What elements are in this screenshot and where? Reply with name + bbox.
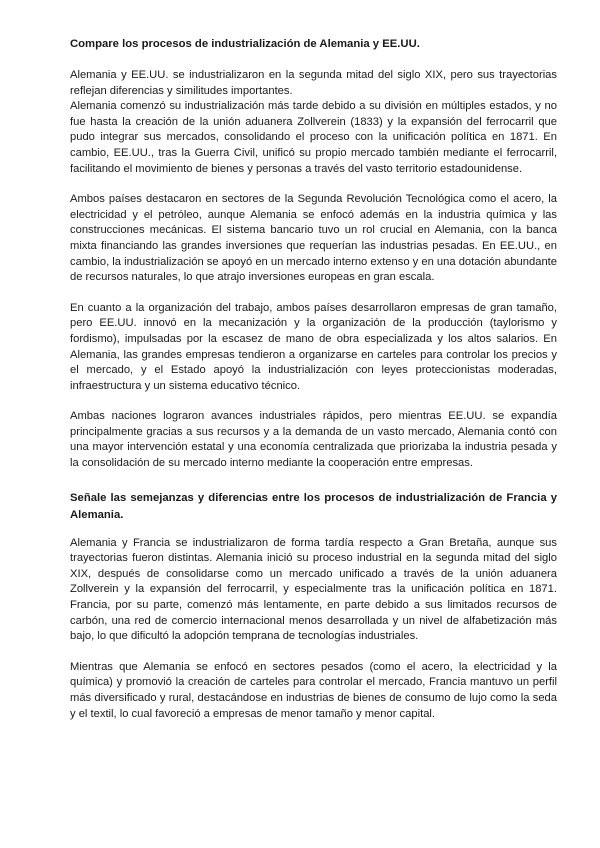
section1-paragraph-intro: Alemania y EE.UU. se industrializaron en la segunda mitad del siglo XIX, pero sus trayectorias reflejan diferencias y similitudes importantes.	[70, 69, 557, 97]
section1-paragraph-unification: Alemania comenzó su industrialización más tarde debido a su división en múltiples estados, y no fue hasta la creación de la unión aduanera Zollverein (1833) y la expansión del ferrocarril que pudo integrar sus mercados, consolidando el proceso con la unificación política en 1871. En cambio, EE.UU., tras la Guerra Civil, unificó su propio mercado también mediante el ferrocarril, facilitando el movimiento de bienes y personas a través del vasto territorio estadounidense.	[70, 100, 557, 175]
section2-paragraph-sectors: Mientras que Alemania se enfocó en sectores pesados (como el acero, la electricidad y la química) y promovió la creación de carteles para controlar el mercado, Francia mantuvo un perfil más diversificado y rural, destacándose en industrias de bienes de consumo de lujo como la seda y el textil, lo cual favoreció a empresas de menor tamaño y menor capital.	[70, 660, 557, 720]
document-page	[70, 36, 557, 722]
section1-paragraph-sectors: Ambos países destacaron en sectores de la Segunda Revolución Tecnológica como el acero, la electricidad y el petróleo, aunque Alemania se enfocó además en la industria química y las construcciones mecánicas. El sistema bancario tuvo un rol crucial en Alemania, con la banca mixta financiando las grandes inversiones que requerían las industrias pesadas. En EE.UU., en cambio, la industrialización se apoyó en un mercado interno extenso y en una dotación abundante de recursos naturales, lo que atrajo inversiones europeas en gran escala.	[70, 193, 557, 284]
section1-paragraph-labor: En cuanto a la organización del trabajo, ambos países desarrollaron empresas de gran tamaño, pero EE.UU. innovó en la mecanización y la organización de la producción (taylorismo y fordismo), impulsadas por la escasez de mano de obra especializada y los altos salarios. En Alemania, las grandes empresas tendieron a organizarse en carteles para controlar los precios y el mercado, y el Estado apoyó la industrialización con leyes proteccionistas moderadas, infraestructura y un sistema educativo técnico.	[70, 301, 557, 392]
section1-paragraph-conclusion: Ambas naciones lograron avances industriales rápidos, pero mientras EE.UU. se expandía principalmente gracias a sus recursos y a la demanda de un vasto mercado, Alemania contó con una mayor intervención estatal y una economía centralizada que priorizaba la industria pesada y la consolidación de su mercado interno mediante la cooperación entre empresas.	[70, 410, 557, 470]
section2-title: Señale las semejanzas y diferencias entre los procesos de industrialización de Francia y Alemania.	[70, 491, 557, 521]
section1-title: Compare los procesos de industrialización de Alemania y EE.UU.	[70, 38, 420, 50]
section2-paragraph-timing: Alemania y Francia se industrializaron de forma tardía respecto a Gran Bretaña, aunque sus trayectorias fueron distintas. Alemania inició su proceso industrial en la segunda mitad del siglo XIX, después de consolidarse como un mercado unificado a través de la unión aduanera Zollverein y la expansión del ferrocarril, y especialmente tras la unificación política en 1871. Francia, por su parte, comenzó más lentamente, en parte debido a sus limitados recursos de carbón, una red de comercio internacional menos desarrollada y un nivel de alfabetización más bajo, lo que dificultó la adopción temprana de tecnologías industriales.	[70, 536, 557, 643]
